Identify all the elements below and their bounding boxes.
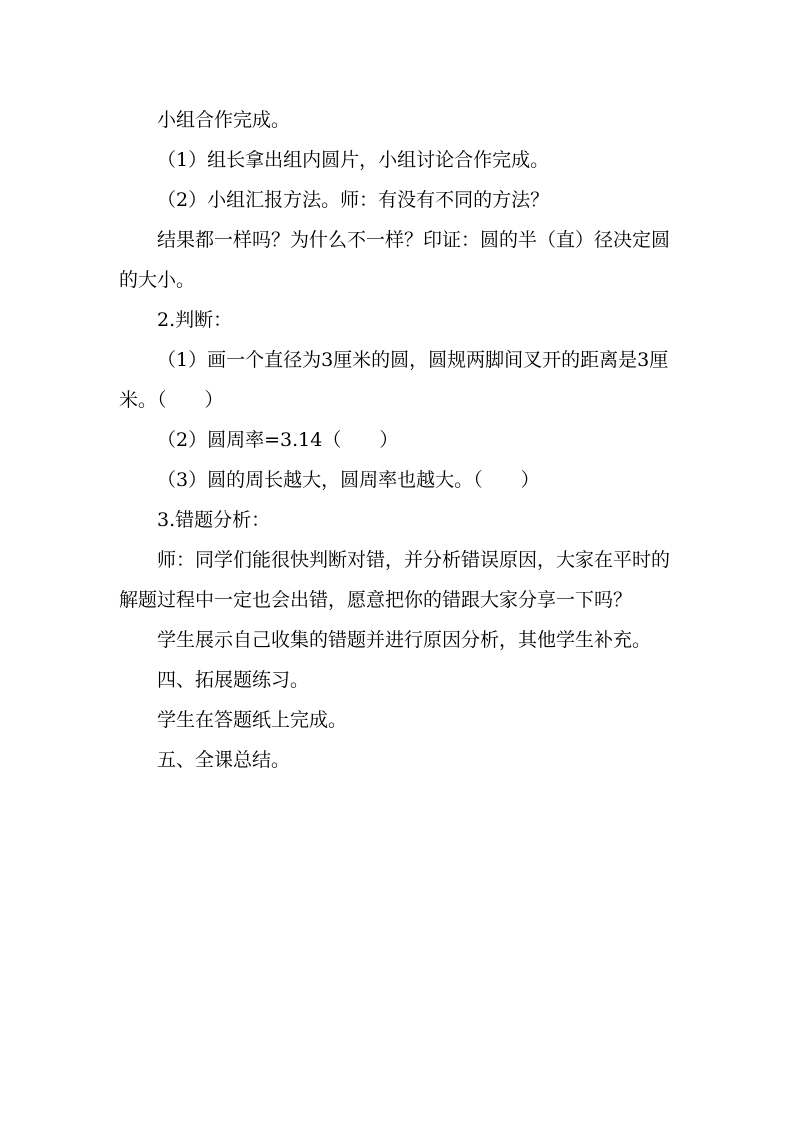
heading-judgment: 2.判断： <box>157 309 233 331</box>
judgment-item-1: （1）画一个直径为3厘米的圆，圆规两脚间叉开的距离是3厘米。（ ） <box>119 349 669 411</box>
paragraph-step-2: （2）小组汇报方法。师：有没有不同的方法？ <box>157 189 550 211</box>
heading-lesson-summary: 五、全课总结。 <box>157 749 291 771</box>
paragraph-step-1: （1）组长拿出组内圆片，小组讨论合作完成。 <box>157 149 550 171</box>
paragraph-result-question: 结果都一样吗？为什么不一样？印证：圆的半（直）径决定圆的大小。 <box>119 229 671 291</box>
paragraph-teacher-prompt: 师：同学们能很快判断对错，并分析错误原因，大家在平时的解题过程中一定也会出错，愿意把你的错跟大家分享一下吗？ <box>119 549 671 611</box>
heading-extension-practice: 四、拓展题练习。 <box>157 669 310 691</box>
paragraph-group-work: 小组合作完成。 <box>157 109 291 131</box>
document-body <box>119 100 679 780</box>
judgment-item-2: （2）圆周率=3.14（ ） <box>157 429 399 451</box>
heading-error-analysis: 3.错题分析： <box>157 509 271 531</box>
judgment-item-3: （3）圆的周长越大，圆周率也越大。（ ） <box>157 469 540 491</box>
paragraph-answer-sheet: 学生在答题纸上完成。 <box>157 709 348 731</box>
paragraph-student-analysis: 学生展示自己收集的错题并进行原因分析，其他学生补充。 <box>157 629 652 651</box>
